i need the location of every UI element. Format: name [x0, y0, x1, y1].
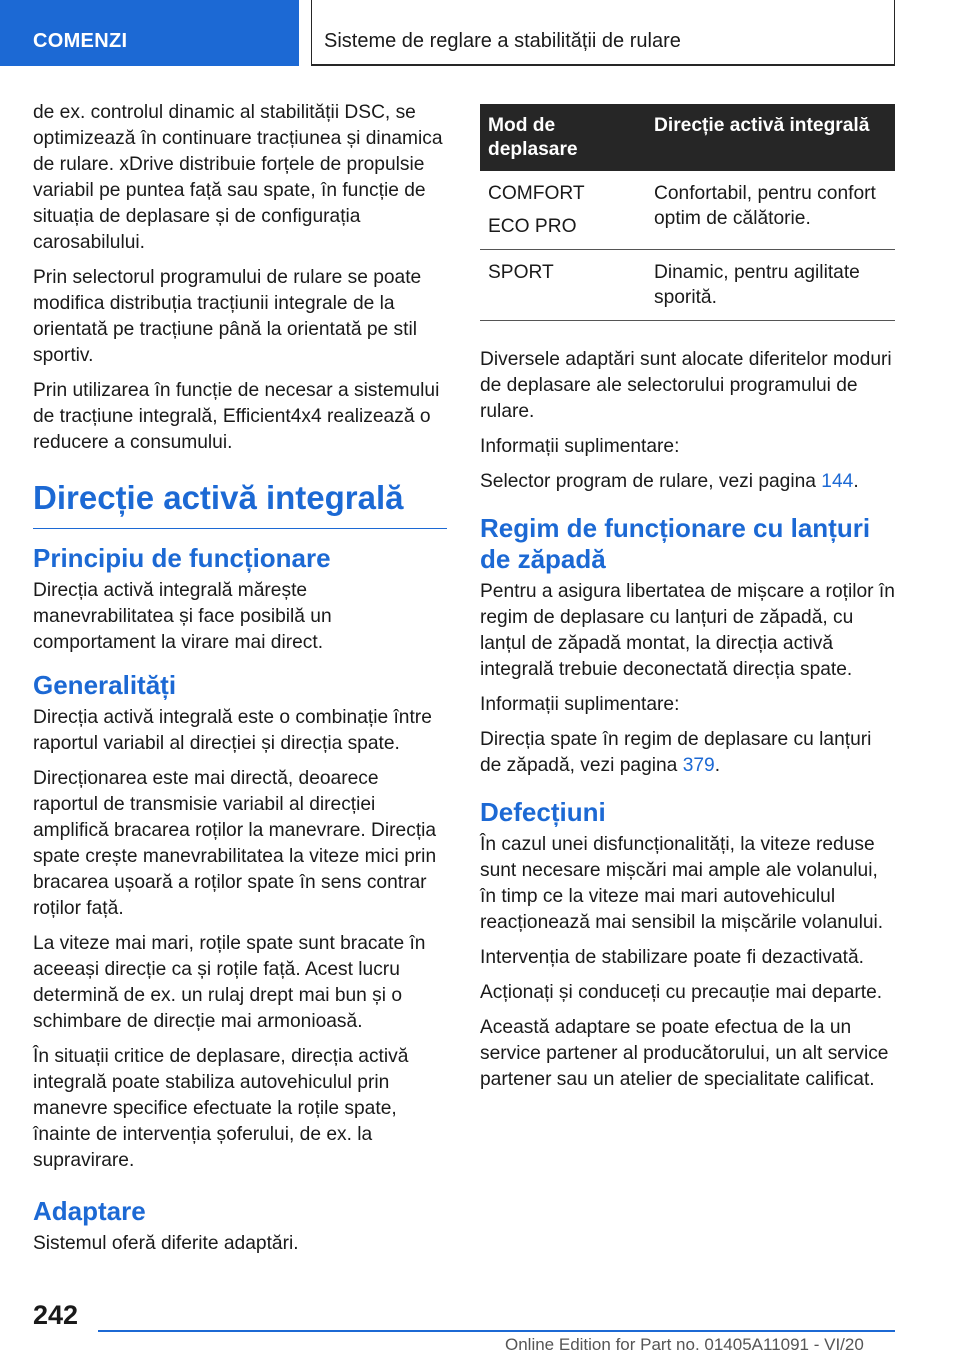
mode-label: SPORT — [488, 262, 554, 283]
reference-end: . — [714, 755, 721, 776]
mode-label: COMFORT — [488, 183, 585, 204]
paragraph: La viteze mai mari, roțile spate sunt bracate în aceeași direcție ca și roțile față. Acest lucru determină de ex. un rulaj drept mai bun și o schimbare de direcție mai armonioasă. — [33, 933, 426, 1032]
table-header-row — [480, 104, 895, 171]
heading-regim-lanturi: Regim de funcționare cu lanțuri de zăpadă — [480, 513, 871, 574]
table-row — [480, 171, 895, 250]
table-row — [480, 250, 895, 321]
left-column — [33, 100, 447, 1266]
heading-defectiuni: Defecțiuni — [480, 797, 606, 827]
page-reference — [480, 727, 895, 779]
reference-end: . — [853, 471, 859, 492]
heading-adaptare: Adaptare — [33, 1196, 146, 1226]
chapter-tab — [0, 0, 299, 66]
page-header — [0, 0, 960, 66]
paragraph: Acționați și conduceți cu precauție mai departe. — [480, 982, 883, 1003]
heading-principiu: Principiu de funcționare — [33, 543, 331, 573]
paragraph: Prin utilizarea în funcție de necesar a sistemului de tracțiune integrală, Efficient4x4 realizează o reducere a consumului. — [33, 380, 440, 453]
paragraph: Direcționarea este mai directă, deoarece raportul de transmisie variabil al direcției amplifică bracarea roților la manevrare. Direcția spate crește manevrabilitatea la viteze mici prin bracarea ușoară a roților spate în sens contrar roților față. — [33, 768, 437, 919]
paragraph: de ex. controlul dinamic al stabilității DSC, se optimizează în continuare tracțiunea și dinamica de rulare. xDrive distribuie forțele de propulsie variabil pe puntea față sau spate, în funcție de situația de deplasare și de configurația carosabilului. — [33, 102, 443, 253]
heading-directie-activa: Direcție activă integrală — [33, 478, 447, 529]
table-cell-mode — [480, 250, 646, 321]
paragraph: Pentru a asigura libertatea de mișcare a roților în regim de deplasare cu lanțuri de zăpadă, cu lanțul de zăpadă montat, la direcția activă integrală trebuie deconectată direcția spate. — [480, 581, 895, 680]
edition-note: Online Edition for Part no. 01405A11091 - VI/20 — [505, 1335, 864, 1354]
paragraph: Această adaptare se poate efectua de la un service partener al producătorului, un alt service partener sau un atelier de specialitate calificat. — [480, 1017, 889, 1090]
mode-label: ECO PRO — [488, 216, 577, 237]
paragraph: Direcția activă integrală mărește manevrabilitatea și face posibilă un comportament la virare mai direct. — [33, 580, 332, 653]
page-link-144[interactable]: 144 — [821, 471, 854, 492]
chapter-label: COMENZI — [33, 30, 128, 52]
reference-text: Direcția spate în regim de deplasare cu lanțuri de zăpadă, vezi pagina — [480, 729, 872, 776]
paragraph: În situații critice de deplasare, direcția activă integrală poate stabiliza autovehiculul prin manevre specifice efectuate la roțile spate, înainte de intervenția șoferului, de ex. la supravirare. — [33, 1046, 409, 1171]
paragraph: Sistemul oferă diferite adaptări. — [33, 1233, 299, 1254]
header-divider-left — [311, 0, 312, 66]
right-column — [480, 100, 895, 1102]
paragraph: Direcția activă integrală este o combinație între raportul variabil al direcției și direcția spate. — [33, 707, 432, 754]
paragraph: Prin selectorul programului de rulare se poate modifica distribuția tracțiunii integrale de la orientată pe tracțiune până la orientată pe stil sportiv. — [33, 267, 422, 366]
info-label: Informații suplimentare: — [480, 694, 680, 715]
paragraph: În cazul unei disfuncționalități, la viteze reduse sunt necesare mișcări mai ample ale volanului, în timp ce la viteze mai mari autovehiculul reacționează mai sensibil la mișcările volanului. — [480, 834, 884, 933]
section-title: Sisteme de reglare a stabilității de rulare — [324, 30, 681, 52]
reference-text: Selector program de rulare, vezi pagina — [480, 471, 822, 492]
table-cell-desc: Dinamic, pentru agilitate sporită. — [646, 250, 895, 321]
paragraph: Intervenția de stabilizare poate fi dezactivată. — [480, 947, 864, 968]
page-number: 242 — [33, 1300, 79, 1330]
info-label: Informații suplimentare: — [480, 436, 680, 457]
header-rule — [311, 64, 895, 66]
header-divider-right — [894, 0, 895, 66]
driving-mode-table — [480, 104, 895, 321]
page-link-379[interactable]: 379 — [682, 755, 715, 776]
page-reference — [480, 469, 895, 495]
table-header-cell: Direcție activă integrală — [646, 104, 895, 171]
table-cell-mode — [480, 171, 646, 250]
footer-rule — [98, 1330, 895, 1332]
table-header-cell: Mod de deplasare — [480, 104, 646, 171]
paragraph: Diversele adaptări sunt alocate diferitelor moduri de deplasare ale selectorului programului de rulare. — [480, 349, 892, 422]
heading-generalitati: Generalități — [33, 670, 177, 700]
table-cell-desc: Confortabil, pentru confort optim de călătorie. — [646, 171, 895, 250]
